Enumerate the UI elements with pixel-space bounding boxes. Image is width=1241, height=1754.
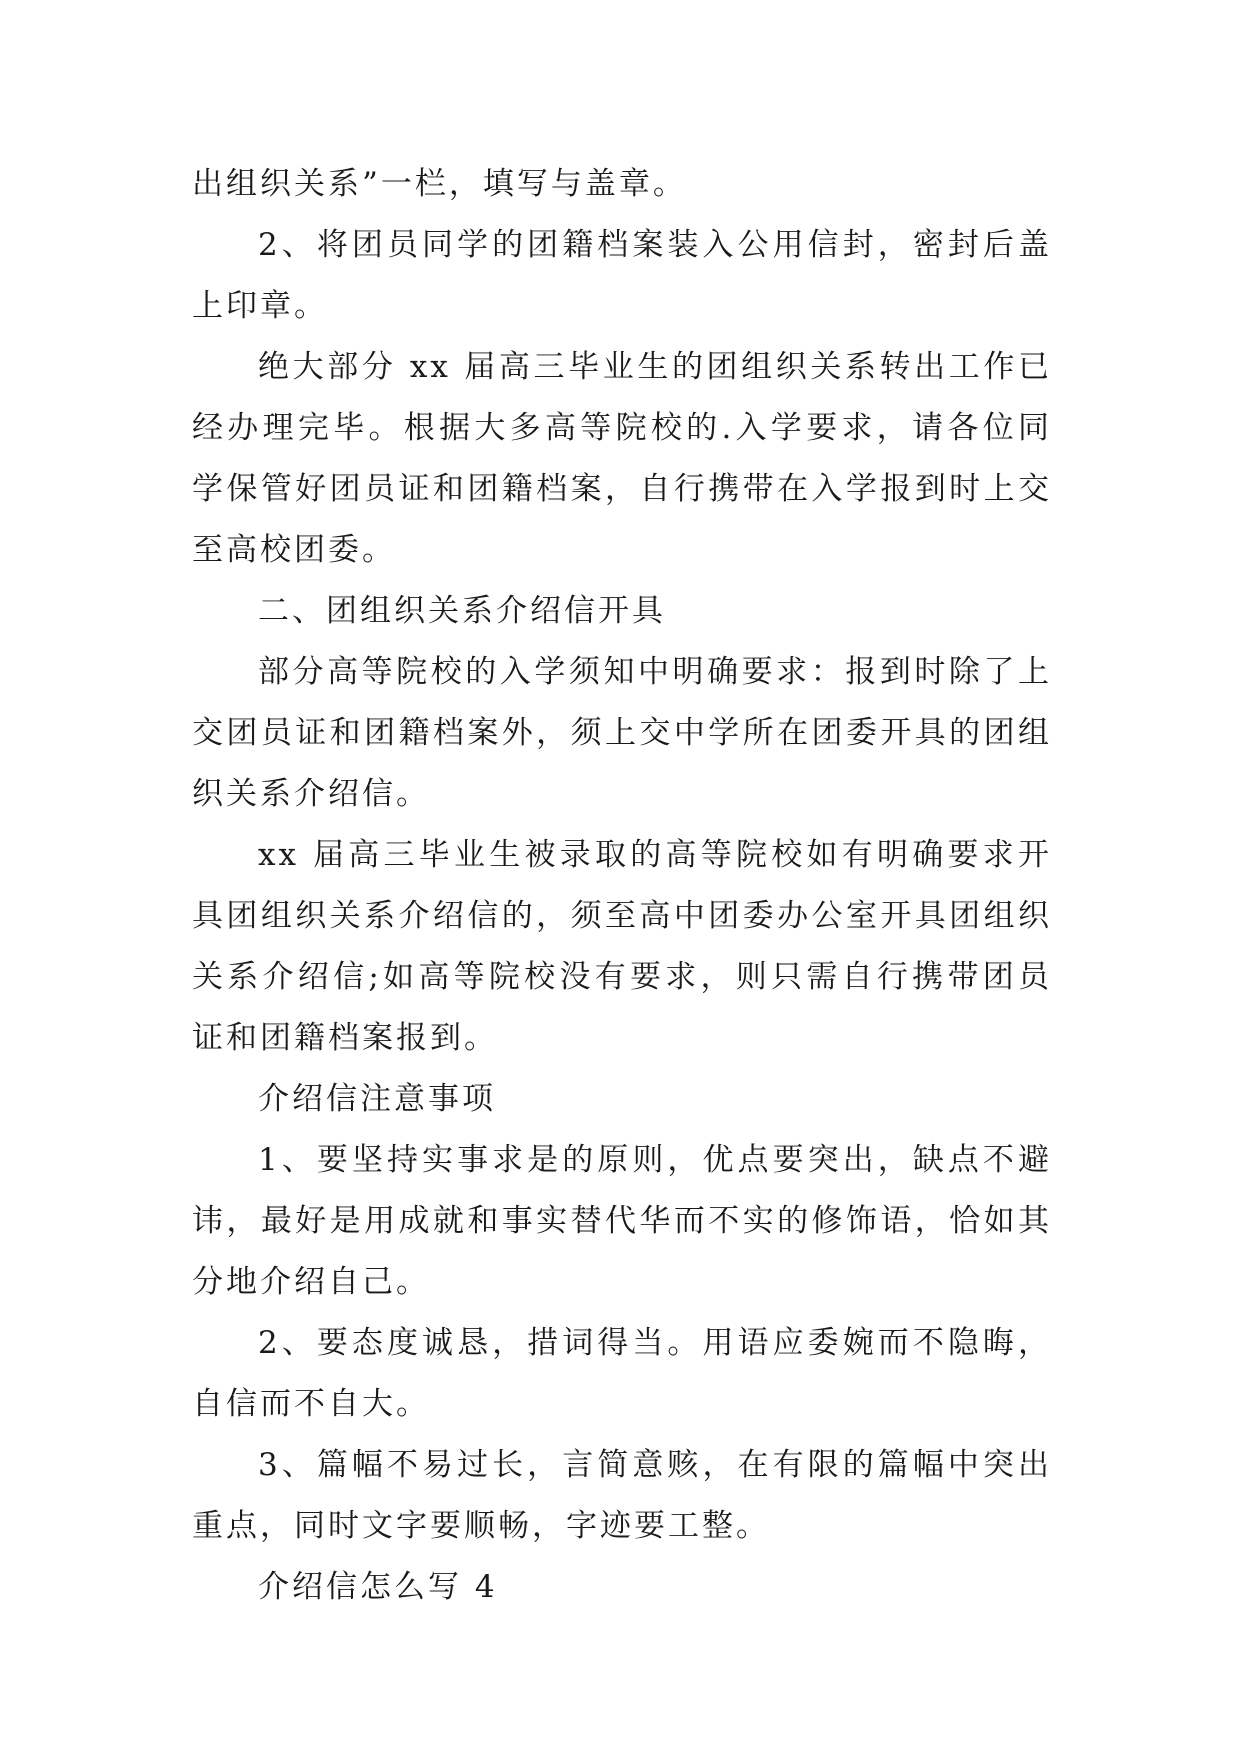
paragraph-issue-procedure: xx 届高三毕业生被录取的高等院校如有明确要求开具团组织关系介绍信的，须至高中团委办公室开具团组织关系介绍信;如高等院校没有要求，则只需自行携带团员证和团籍档案报到。 [192,837,1052,1056]
section-heading-letter-issuance: 二、团组织关系介绍信开具 [258,593,666,629]
paragraph-note-2: 2、要态度诚恳，措词得当。用语应委婉而不隐晦，自信而不自大。 [192,1325,1052,1422]
document-body [192,154,1052,1618]
paragraph-admission-requirements: 部分高等院校的入学须知中明确要求：报到时除了上交团员证和团籍档案外，须上交中学所在团委开具的团组织关系介绍信。 [192,654,1052,812]
section-heading-how-to-write-4: 介绍信怎么写 4 [258,1569,498,1605]
paragraph-note-3: 3、篇幅不易过长，言简意赅，在有限的篇幅中突出重点，同时文字要顺畅，字迹要工整。 [192,1447,1052,1544]
paragraph-transfer-complete: 绝大部分 xx 届高三毕业生的团组织关系转出工作已经办理完毕。根据大多高等院校的.入学要求，请各位同学保管好团员证和团籍档案，自行携带在入学报到时上交至高校团委。 [192,349,1052,568]
paragraph-note-1: 1、要坚持实事求是的原则，优点要突出，缺点不避讳，最好是用成就和事实替代华而不实的修饰语，恰如其分地介绍自己。 [192,1142,1052,1300]
section-heading-notes: 介绍信注意事项 [258,1081,496,1117]
paragraph-item-2-seal-envelope: 2、将团员同学的团籍档案装入公用信封，密封后盖上印章。 [192,227,1052,324]
paragraph-continuation: 出组织关系”一栏，填写与盖章。 [192,166,687,202]
